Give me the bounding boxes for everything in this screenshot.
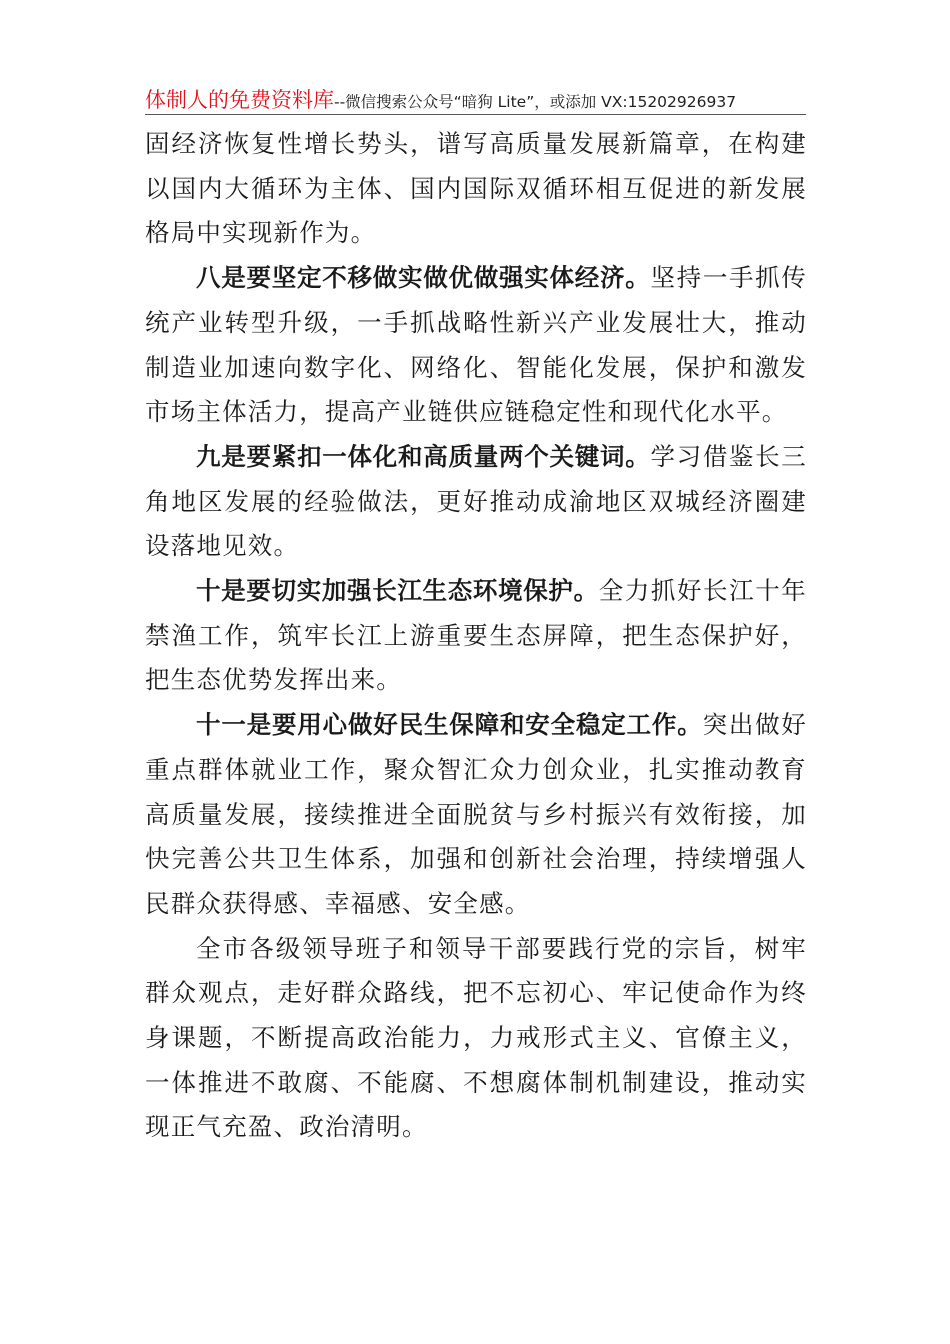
- paragraph-text: 突出做好重点群体就业工作，聚众智汇众力创众业，扎实推动教育高质量发展，接续推进全面脱贫与乡村振兴有效衔接，加快完善公共卫生体系，加强和创新社会治理，持续增强人民群众获得感、幸福感、安全感。: [145, 710, 807, 918]
- paragraph-lead: 八是要坚定不移做实做优做强实体经济。: [196, 263, 651, 293]
- paragraph-text: 全市各级领导班子和领导干部要践行党的宗旨，树牢群众观点，走好群众路线，把不忘初心、牢记使命作为终身课题，不断提高政治能力，力戒形式主义、官僚主义，一体推进不敢腐、不能腐、不想腐体制机制建设，推动实现正气充盈、政治清明。: [145, 933, 807, 1142]
- header-brand: 体制人的免费资料库: [145, 88, 334, 112]
- paragraph-continuation: [145, 122, 807, 256]
- paragraph-point-8: [145, 256, 807, 435]
- paragraph-lead: 十一是要用心做好民生保障和安全稳定工作。: [196, 710, 703, 740]
- paragraph-point-9: [145, 435, 807, 569]
- paragraph-closing: [145, 927, 807, 1151]
- paragraph-lead: 九是要紧扣一体化和高质量两个关键词。: [196, 441, 651, 471]
- header-subtitle: --微信搜索公众号“暗狗 Lite”，或添加 VX:15202926937: [334, 93, 737, 111]
- paragraph-lead: 十是要切实加强长江生态环境保护。: [196, 576, 599, 606]
- paragraph-text: 坚持一手抓传统产业转型升级，一手抓战略性新兴产业发展壮大，推动制造业加速向数字化、网络化、智能化发展，保护和激发市场主体活力，提高产业链供应链稳定性和现代化水平。: [145, 263, 807, 427]
- document-body: [145, 122, 807, 1150]
- page-header: [145, 84, 806, 115]
- paragraph-point-10: [145, 569, 807, 703]
- paragraph-point-11: [145, 703, 807, 927]
- paragraph-text: 全力抓好长江十年禁渔工作，筑牢长江上游重要生态屏障，把生态保护好，把生态优势发挥出来。: [145, 576, 807, 695]
- paragraph-text: 固经济恢复性增长势头，谱写高质量发展新篇章，在构建以国内大循环为主体、国内国际双循环相互促进的新发展格局中实现新作为。: [145, 129, 807, 248]
- paragraph-text: 学习借鉴长三角地区发展的经验做法，更好推动成渝地区双城经济圈建设落地见效。: [145, 441, 807, 561]
